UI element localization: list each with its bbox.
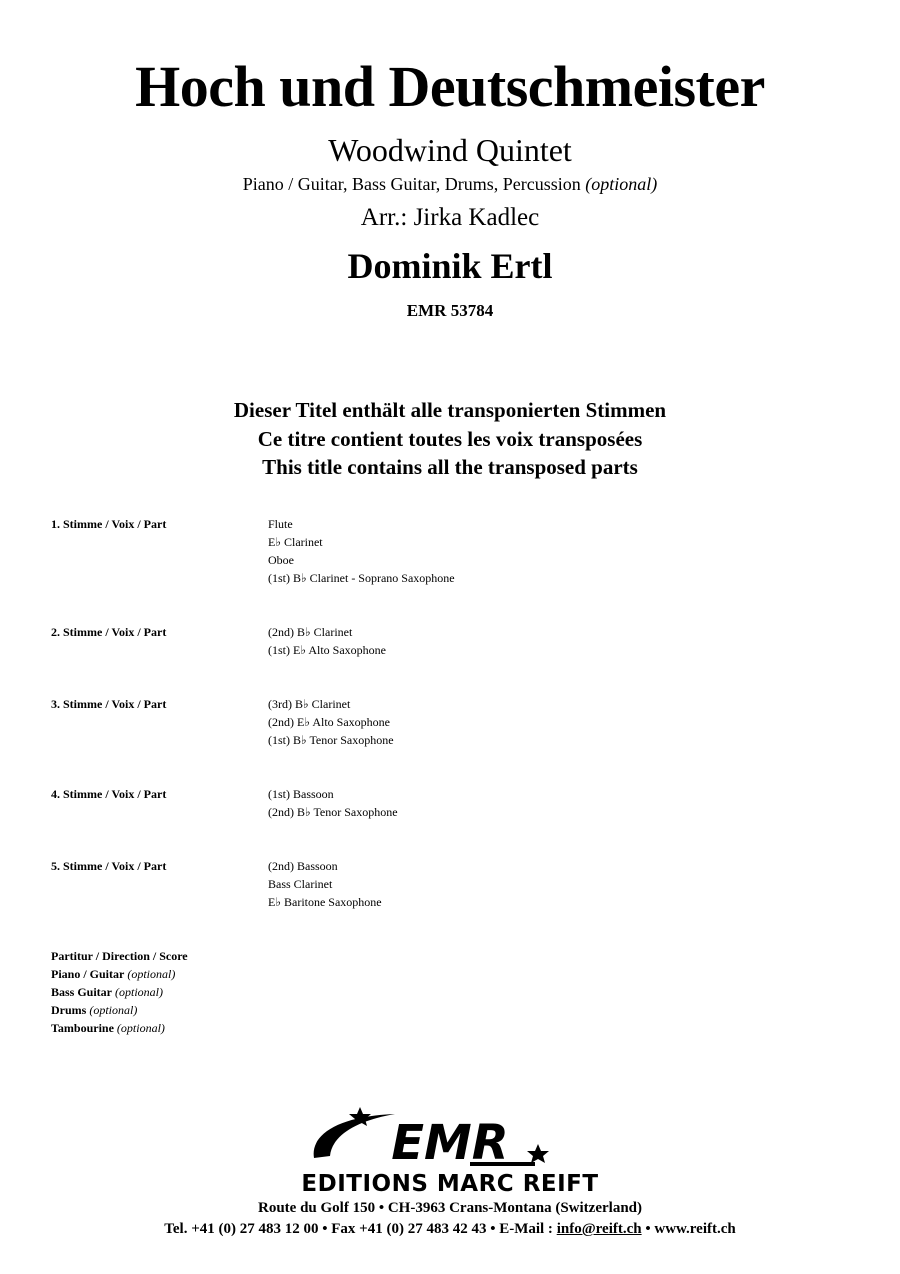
instrument-item: (1st) B♭ Tenor Saxophone <box>268 733 394 747</box>
part-label-4: 4. Stimme / Voix / Part <box>51 787 167 801</box>
publisher-contact <box>0 1219 900 1239</box>
instrument-item: Bass Clarinet <box>268 877 333 891</box>
extra-part-note: (optional) <box>115 985 164 999</box>
emr-logo <box>300 1104 600 1172</box>
instrument-item: (1st) Bassoon <box>268 787 334 801</box>
transposed-parts-note <box>0 396 900 482</box>
website-text: • www.reift.ch <box>641 1221 736 1237</box>
star-icon <box>527 1144 549 1163</box>
instrument-item: E♭ Baritone Saxophone <box>268 895 382 909</box>
extra-part-item <box>51 1019 188 1037</box>
extra-part-name: Piano / Guitar <box>51 967 125 981</box>
note-french: Ce titre contient toutes les voix transposées <box>257 426 643 451</box>
extra-part-note: (optional) <box>127 967 176 981</box>
extra-part-name: Bass Guitar <box>51 985 113 999</box>
instrument-item: (3rd) B♭ Clarinet <box>268 697 351 711</box>
instrument-item: (2nd) E♭ Alto Saxophone <box>268 715 390 729</box>
extra-part-note: (optional) <box>116 1021 165 1035</box>
part-label-3: 3. Stimme / Voix / Part <box>51 697 167 711</box>
ensemble-subtitle: Woodwind Quintet <box>328 132 572 168</box>
instrument-item: (2nd) B♭ Clarinet <box>268 625 353 639</box>
composer-name: Dominik Ertl <box>347 246 553 286</box>
instrument-item: (1st) B♭ Clarinet - Soprano Saxophone <box>268 571 455 585</box>
instrumentation-text: Piano / Guitar, Bass Guitar, Drums, Percussion <box>242 174 581 194</box>
extra-part-note: (optional) <box>89 1003 138 1017</box>
part-instruments-3 <box>268 695 394 749</box>
instrument-item: Flute <box>268 517 293 531</box>
extra-part-item <box>51 1001 188 1019</box>
extra-part-item <box>51 947 188 965</box>
part-label-5: 5. Stimme / Voix / Part <box>51 859 167 873</box>
logo-text: EMR <box>391 1115 509 1171</box>
contact-phone-fax: Tel. +41 (0) 27 483 12 00 • Fax +41 (0) 27 483 42 43 • E-Mail : <box>164 1221 557 1237</box>
instrument-item: (1st) E♭ Alto Saxophone <box>268 643 386 657</box>
part-label-1: 1. Stimme / Voix / Part <box>51 517 167 531</box>
part-instruments-4 <box>268 785 398 821</box>
instrument-item: E♭ Clarinet <box>268 535 323 549</box>
extra-part-name: Partitur / Direction / Score <box>51 949 188 963</box>
arranger-credit: Arr.: Jirka Kadlec <box>360 204 540 231</box>
part-label-2: 2. Stimme / Voix / Part <box>51 625 167 639</box>
note-german: Dieser Titel enthält alle transponierten Stimmen <box>233 398 667 422</box>
catalog-number: EMR 53784 <box>406 301 494 320</box>
extra-parts-list <box>51 947 188 1037</box>
part-instruments-1 <box>268 515 455 587</box>
extra-part-item <box>51 983 188 1001</box>
instrument-item: (2nd) B♭ Tenor Saxophone <box>268 805 398 819</box>
instrumentation-line <box>0 172 900 196</box>
note-english: This title contains all the transposed parts <box>262 455 638 479</box>
part-instruments-2 <box>268 623 386 659</box>
extra-part-name: Tambourine <box>51 1021 114 1035</box>
extra-part-name: Drums <box>51 1003 87 1017</box>
extra-part-item <box>51 965 188 983</box>
piece-title: Hoch und Deutschmeister <box>135 54 765 119</box>
publisher-name: EDITIONS MARC REIFT <box>301 1171 599 1197</box>
email-link[interactable]: info@reift.ch <box>556 1221 642 1237</box>
part-instruments-5 <box>268 857 382 911</box>
publisher-address: Route du Golf 150 • CH-3963 Crans-Montana (Switzerland) <box>258 1200 642 1216</box>
instrument-item: Oboe <box>268 553 294 567</box>
instrumentation-optional: (optional) <box>585 174 658 194</box>
instrument-item: (2nd) Bassoon <box>268 859 338 873</box>
